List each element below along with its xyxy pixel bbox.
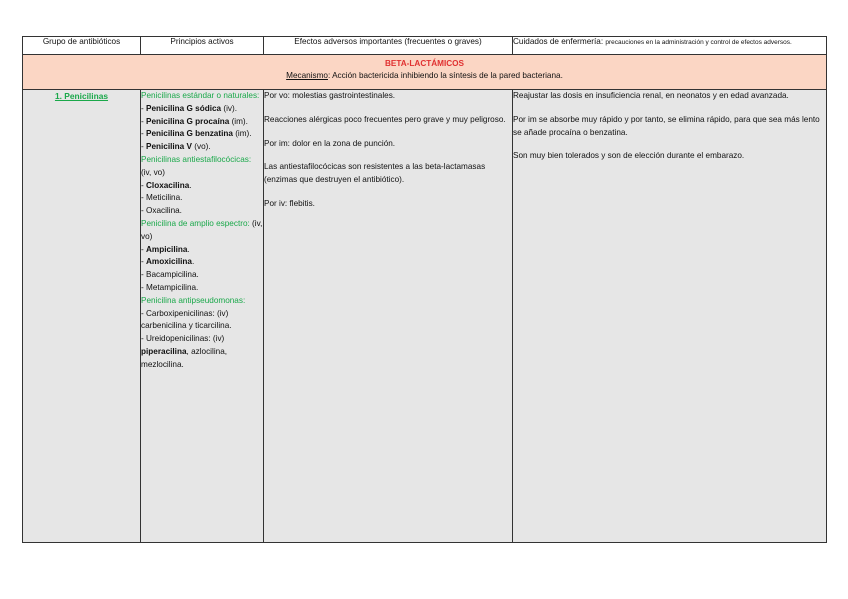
mechanism-text: : Acción bactericida inhibiendo la síntesis de la pared bacteriana. [328, 71, 563, 80]
category-standard: Penicilinas estándar o naturales: [141, 91, 260, 100]
category-antiestafilococicas: Penicilinas antiestafilocócicas: (iv, vo) [141, 154, 252, 177]
effect-paragraph: Reacciones alérgicas poco frecuentes pero grave y muy peligroso. [264, 114, 506, 124]
active-item: - Cloxacilina. [141, 180, 192, 190]
header-actives: Principios activos [141, 37, 264, 55]
active-item: - Penicilina G sódica (iv). [141, 103, 238, 113]
effect-paragraph: Por iv: flebitis. [264, 198, 315, 208]
effect-paragraph: Por im: dolor en la zona de punción. [264, 138, 396, 148]
active-item: - Amoxicilina. [141, 257, 195, 267]
header-effects: Efectos adversos importantes (frecuentes o graves) [264, 37, 513, 55]
penicilinas-row [23, 90, 827, 543]
section-mechanism [23, 71, 826, 80]
care-paragraph: Son muy bien tolerados y son de elección durante el embarazo. [513, 151, 745, 161]
effects-cell [264, 90, 513, 543]
section-title: BETA-LACTÁMICOS [385, 59, 464, 68]
header-row [23, 37, 827, 55]
header-group: Grupo de antibióticos [23, 37, 141, 55]
cares-cell [513, 90, 827, 543]
active-item: - Carboxipenicilinas: (iv) carbenicilina y ticarcilina. [141, 308, 232, 331]
header-cares-small: precauciones en la administración y control de efectos adversos. [605, 39, 792, 46]
active-item: - Ampicilina. [141, 244, 190, 254]
active-item: - Penicilina G benzatina (im). [141, 129, 252, 139]
active-item: - Penicilina V (vo). [141, 142, 211, 152]
active-item: - Meticilina. [141, 193, 183, 203]
active-item: - Metampicilina. [141, 282, 199, 292]
mechanism-label: Mecanismo [286, 71, 328, 80]
active-item: - Bacampicilina. [141, 270, 199, 280]
group-cell [23, 90, 141, 543]
section-cell [23, 55, 827, 90]
care-paragraph: Por im se absorbe muy rápido y por tanto, se elimina rápido, para que sea más lento se añade procaína o benzatina. [513, 114, 820, 137]
active-item: - Ureidopenicilinas: (iv) piperacilina, azlocilina, mezlocilina. [141, 334, 228, 369]
care-paragraph: Reajustar las dosis en insuficiencia renal, en neonatos y en edad avanzada. [513, 91, 789, 100]
active-item: - Penicilina G procaína (im). [141, 116, 248, 126]
effect-paragraph: Por vo: molestias gastrointestinales. [264, 91, 396, 100]
effect-paragraph: Las antiestafilocócicas son resistentes a las beta-lactamasas (enzimas que destruyen el antibiótico). [264, 162, 486, 185]
category-amplio-espectro: Penicilina de amplio espectro: (iv, vo) [141, 218, 263, 241]
actives-cell [141, 90, 264, 543]
active-item: - Oxacilina. [141, 206, 182, 216]
category-antipseudomonas: Penicilina antipseudomonas: [141, 295, 246, 305]
header-cares [513, 37, 827, 55]
header-cares-main: Cuidados de enfermería: [513, 37, 604, 46]
section-row [23, 55, 827, 90]
antibiotics-table [22, 36, 827, 543]
group-link-penicilinas[interactable]: 1. Penicilinas [54, 91, 109, 101]
